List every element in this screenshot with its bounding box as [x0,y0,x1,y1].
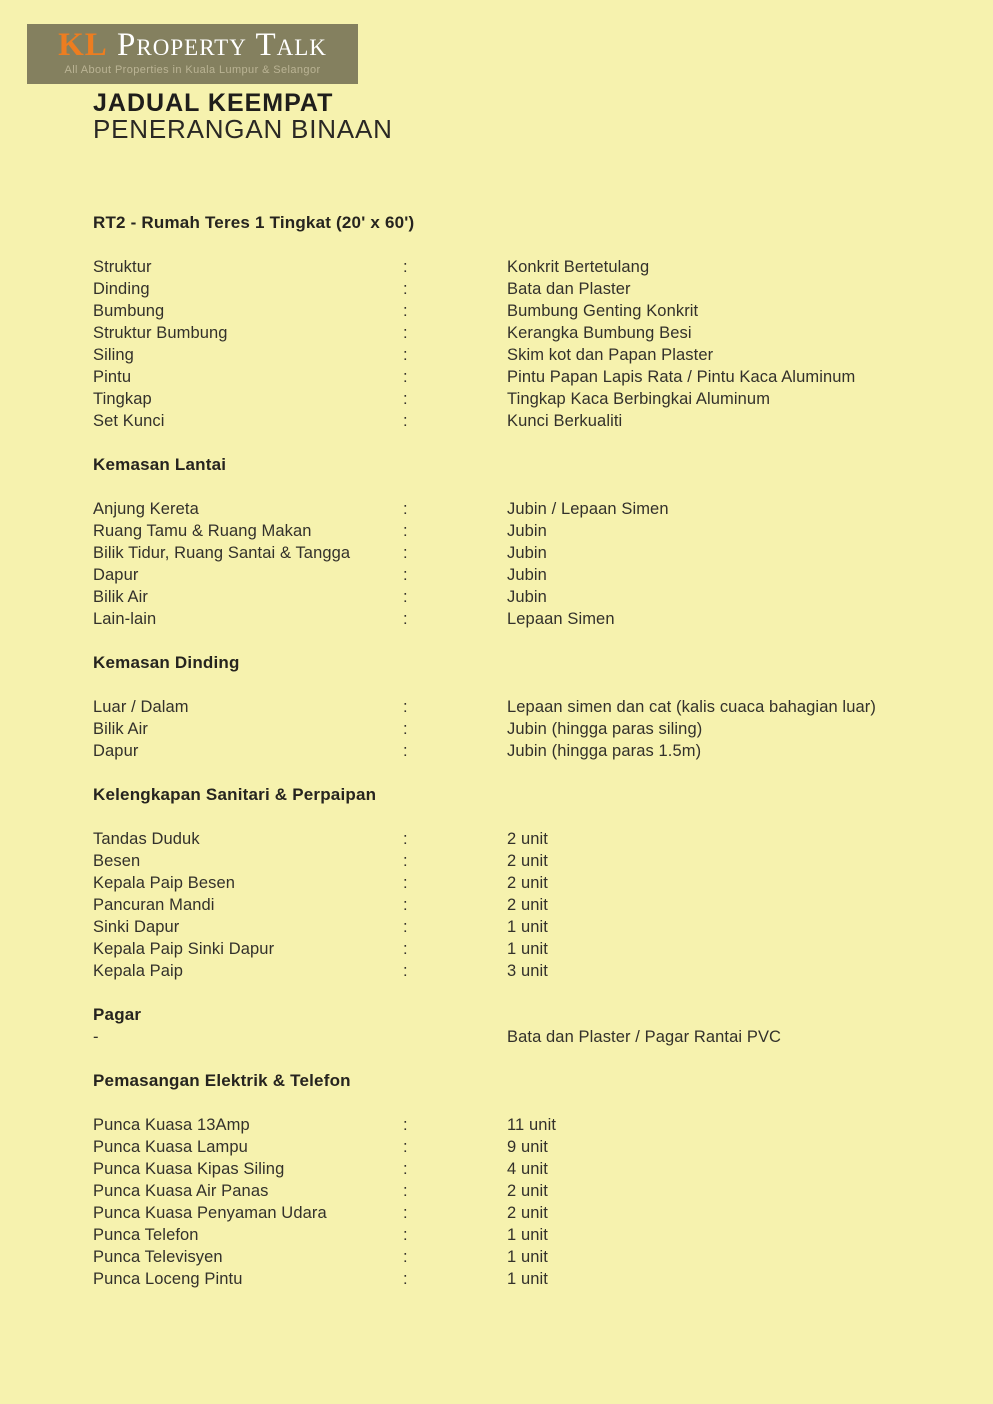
spec-value: Jubin / Lepaan Simen [507,500,669,518]
spec-value: 2 unit [507,830,548,848]
logo-tagline: All About Properties in Kuala Lumpur & Selangor [64,64,321,76]
colon-separator: : [403,588,408,606]
spec-row [93,828,973,850]
spec-label: Sinki Dapur [93,918,180,936]
colon-separator: : [403,412,408,430]
logo-kl-text: KL [58,27,108,63]
spec-value: Jubin (hingga paras siling) [507,720,703,738]
colon-separator: : [403,742,408,760]
spec-value: Jubin [507,522,547,540]
spec-section [93,1004,973,1048]
spec-row [93,1268,973,1290]
spec-value: Bata dan Plaster / Pagar Rantai PVC [507,1028,782,1046]
spec-value: 1 unit [507,918,548,936]
colon-separator: : [403,566,408,584]
spec-row [93,520,973,542]
spec-section [93,1070,973,1290]
colon-separator: : [403,720,408,738]
spec-section [93,784,973,982]
spec-row [93,388,973,410]
spec-row [93,564,973,586]
spec-row [93,1136,973,1158]
colon-separator: : [403,544,408,562]
colon-separator: : [403,830,408,848]
colon-separator: : [403,1204,408,1222]
spec-value: Jubin [507,566,547,584]
spec-label: Pintu [93,368,132,386]
spec-label: Punca Kuasa Air Panas [93,1182,269,1200]
spec-value: 11 unit [507,1116,557,1134]
colon-separator: : [403,1270,408,1288]
spec-label: Bumbung [93,302,165,320]
spec-value: 1 unit [507,1248,548,1266]
spec-value: Jubin (hingga paras 1.5m) [507,742,702,760]
colon-separator: : [403,962,408,980]
colon-separator: : [403,1248,408,1266]
spec-label: Set Kunci [93,412,165,430]
spec-label: Bilik Tidur, Ruang Santai & Tangga [93,544,351,562]
spec-label: Dinding [93,280,150,298]
spec-value: Kerangka Bumbung Besi [507,324,692,342]
spec-row [93,1224,973,1246]
spec-row [93,586,973,608]
spec-label: Bilik Air [93,588,148,606]
colon-separator: : [403,280,408,298]
spec-label: Ruang Tamu & Ruang Makan [93,522,312,540]
colon-separator: : [403,1160,408,1178]
spec-value: Skim kot dan Papan Plaster [507,346,714,364]
spec-label: Luar / Dalam [93,698,189,716]
spec-row [93,278,973,300]
spec-value: 2 unit [507,1204,548,1222]
spec-value: Lepaan Simen [507,610,615,628]
spec-row [93,872,973,894]
spec-row [93,1180,973,1202]
section-rows [93,828,973,982]
spec-row [93,1246,973,1268]
section-heading: Pagar [93,1005,142,1024]
spec-value: 1 unit [507,1270,548,1288]
section-heading: Pemasangan Elektrik & Telefon [93,1071,351,1090]
colon-separator: : [403,1226,408,1244]
spec-row [93,718,973,740]
section-heading: Kelengkapan Sanitari & Perpaipan [93,785,377,804]
section-rows [93,696,973,762]
spec-label: Kepala Paip Besen [93,874,236,892]
section-rows [93,498,973,630]
colon-separator: : [403,896,408,914]
page-subtitle: PENERANGAN BINAAN [93,114,393,144]
spec-value: 2 unit [507,1182,548,1200]
spec-value: 2 unit [507,874,548,892]
spec-label: Siling [93,346,134,364]
spec-row [93,608,973,630]
spec-row [93,960,973,982]
spec-row [93,366,973,388]
spec-section [93,454,973,630]
spec-label: Kepala Paip [93,962,184,980]
section-rows [93,1026,973,1048]
page-title: JADUAL KEEMPAT [93,89,334,117]
spec-label: Lain-lain [93,610,157,628]
spec-row [93,740,973,762]
section-rows [93,1114,973,1290]
logo-name-text: Property Talk [117,27,327,63]
spec-value: Konkrit Bertetulang [507,258,650,276]
site-logo [27,24,358,84]
colon-separator: : [403,1138,408,1156]
logo-title [27,28,358,62]
spec-row [93,410,973,432]
colon-separator: : [403,918,408,936]
spec-label: Tandas Duduk [93,830,200,848]
spec-label: Dapur [93,742,139,760]
spec-label: Kepala Paip Sinki Dapur [93,940,275,958]
spec-value: 1 unit [507,1226,548,1244]
colon-separator: : [403,610,408,628]
spec-sections [93,212,973,1312]
colon-separator: : [403,852,408,870]
spec-row [93,322,973,344]
spec-label: Besen [93,852,141,870]
spec-label: Bilik Air [93,720,148,738]
spec-label: Punca Loceng Pintu [93,1270,243,1288]
spec-value: 3 unit [507,962,548,980]
spec-row [93,300,973,322]
colon-separator [403,1026,507,1048]
spec-value: Pintu Papan Lapis Rata / Pintu Kaca Aluminum [507,368,856,386]
spec-row [93,256,973,278]
spec-label: Struktur Bumbung [93,324,228,342]
spec-value: Kunci Berkualiti [507,412,623,430]
spec-value: 2 unit [507,852,548,870]
spec-label: Punca Kuasa Penyaman Udara [93,1204,327,1222]
spec-row [93,1026,973,1048]
spec-row [93,894,973,916]
colon-separator: : [403,390,408,408]
spec-label: - [93,1028,99,1046]
spec-row [93,938,973,960]
colon-separator: : [403,1182,408,1200]
spec-value: Jubin [507,544,547,562]
section-heading: Kemasan Lantai [93,455,227,474]
colon-separator: : [403,346,408,364]
spec-label: Anjung Kereta [93,500,199,518]
spec-value: Bumbung Genting Konkrit [507,302,699,320]
spec-value: 2 unit [507,896,548,914]
colon-separator: : [403,698,408,716]
spec-label: Punca Kuasa Kipas Siling [93,1160,285,1178]
colon-separator: : [403,522,408,540]
spec-row [93,344,973,366]
spec-value: 4 unit [507,1160,548,1178]
spec-label: Punca Telefon [93,1226,199,1244]
colon-separator: : [403,324,408,342]
section-heading: RT2 - Rumah Teres 1 Tingkat (20' x 60') [93,213,415,232]
colon-separator: : [403,368,408,386]
spec-label: Tingkap [93,390,152,408]
colon-separator: : [403,302,408,320]
spec-label: Punca Kuasa Lampu [93,1138,248,1156]
spec-label: Punca Televisyen [93,1248,223,1266]
spec-row [93,1158,973,1180]
colon-separator: : [403,874,408,892]
spec-value: Tingkap Kaca Berbingkai Aluminum [507,390,771,408]
spec-row [93,1202,973,1224]
spec-value: 1 unit [507,940,548,958]
colon-separator: : [403,258,408,276]
spec-row [93,850,973,872]
spec-label: Punca Kuasa 13Amp [93,1116,250,1134]
spec-row [93,916,973,938]
spec-value: Jubin [507,588,547,606]
section-rows [93,256,973,432]
spec-value: Lepaan simen dan cat (kalis cuaca bahagian luar) [507,698,876,716]
spec-section [93,212,973,432]
colon-separator: : [403,1116,408,1134]
spec-label: Dapur [93,566,139,584]
colon-separator: : [403,940,408,958]
colon-separator: : [403,500,408,518]
spec-row [93,542,973,564]
spec-label: Struktur [93,258,152,276]
spec-section [93,652,973,762]
spec-row [93,498,973,520]
spec-value: 9 unit [507,1138,548,1156]
section-heading: Kemasan Dinding [93,653,240,672]
spec-label: Pancuran Mandi [93,896,215,914]
spec-row [93,1114,973,1136]
spec-row [93,696,973,718]
spec-value: Bata dan Plaster [507,280,631,298]
